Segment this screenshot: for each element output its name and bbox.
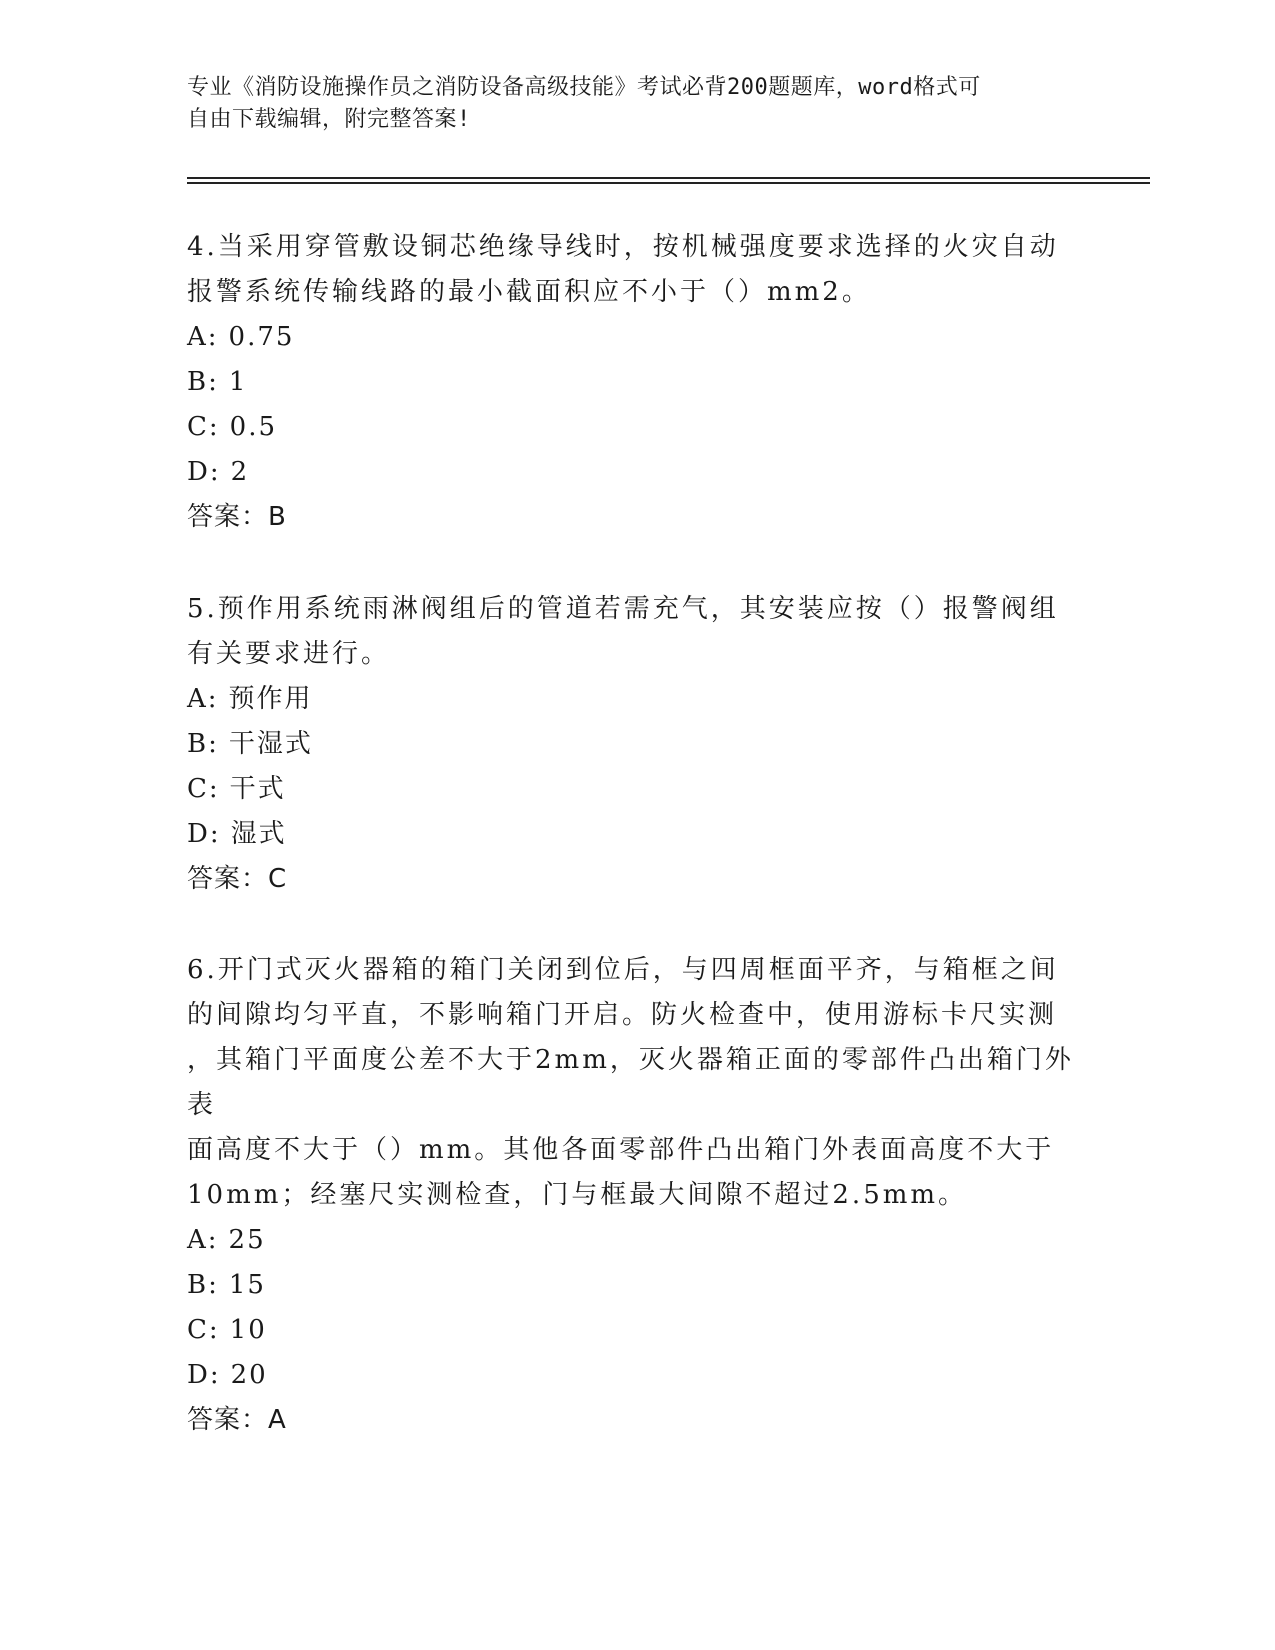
answer-line: 答案：A [187,1405,287,1435]
document-header [187,72,1067,136]
answer-line: 答案：B [187,502,287,532]
option-d [187,812,1087,857]
option-a [187,677,1087,722]
question-4 [187,225,1087,540]
option-text: 干式 [229,774,286,804]
answer-line: 答案：C [187,864,288,894]
option-letter: A [187,1225,208,1255]
option-letter: A [187,684,208,714]
option-a [187,315,1087,360]
header-divider-bottom [187,182,1150,184]
option-letter: B [187,1270,209,1300]
option-separator: : [208,774,220,804]
option-separator: : [208,729,219,759]
option-c [187,1308,1087,1353]
option-separator: : [208,367,219,397]
option-text: 0.5 [229,412,278,442]
option-separator: : [208,1270,219,1300]
option-c [187,405,1087,450]
option-separator: : [207,322,219,352]
option-text: 2 [230,457,250,487]
option-separator: : [208,1315,220,1345]
question-text-line: 有关要求进行。 [187,639,391,669]
question-5 [187,587,1087,902]
option-b [187,1263,1087,1308]
option-text: 干湿式 [228,729,313,759]
option-letter: A [187,322,208,352]
option-separator: : [209,819,221,849]
question-6 [187,948,1087,1443]
option-separator: : [208,412,220,442]
option-letter: C [187,1315,209,1345]
question-text-line: 10mm；经塞尺实测检查，门与框最大间隙不超过2.5mm。 [187,1180,968,1210]
option-text: 1 [228,367,248,397]
option-separator: : [209,457,221,487]
header-divider-top [187,177,1150,179]
question-text-line: 报警系统传输线路的最小截面积应不小于（）mm2。 [187,277,871,307]
option-c [187,767,1087,812]
header-line-1: 专业《消防设施操作员之消防设备高级技能》考试必背200题题库，word格式可 [187,75,981,100]
option-letter: B [187,729,209,759]
option-d [187,450,1087,495]
option-text: 预作用 [228,684,313,714]
option-a [187,1218,1087,1263]
question-text-line: 6.开门式灭火器箱的箱门关闭到位后，与四周框面平齐，与箱框之间 [187,955,1059,985]
question-text-line: 的间隙均匀平直，不影响箱门开启。防火检查中，使用游标卡尺实测 [187,1000,1058,1030]
option-d [187,1353,1087,1398]
question-text-line: ，其箱门平面度公差不大于2mm，灭火器箱正面的零部件凸出箱门外表 [187,1045,1074,1120]
option-text: 20 [230,1360,268,1390]
option-letter: D [187,457,210,487]
option-text: 0.75 [228,322,295,352]
option-text: 湿式 [230,819,287,849]
option-text: 25 [228,1225,266,1255]
option-letter: D [187,1360,210,1390]
question-text-line: 5.预作用系统雨淋阀组后的管道若需充气，其安装应按（）报警阀组 [187,594,1059,624]
option-separator: : [209,1360,221,1390]
option-separator: : [207,684,219,714]
option-text: 15 [228,1270,266,1300]
question-text-line: 面高度不大于（）mm。其他各面零部件凸出箱门外表面高度不大于 [187,1135,1055,1165]
option-separator: : [207,1225,219,1255]
header-line-2: 自由下载编辑，附完整答案! [187,107,471,132]
option-letter: C [187,774,209,804]
question-text-line: 4.当采用穿管敷设铜芯绝缘导线时，按机械强度要求选择的火灾自动 [187,232,1059,262]
option-text: 10 [229,1315,267,1345]
option-b [187,360,1087,405]
option-letter: B [187,367,209,397]
option-letter: C [187,412,209,442]
option-letter: D [187,819,210,849]
option-b [187,722,1087,767]
